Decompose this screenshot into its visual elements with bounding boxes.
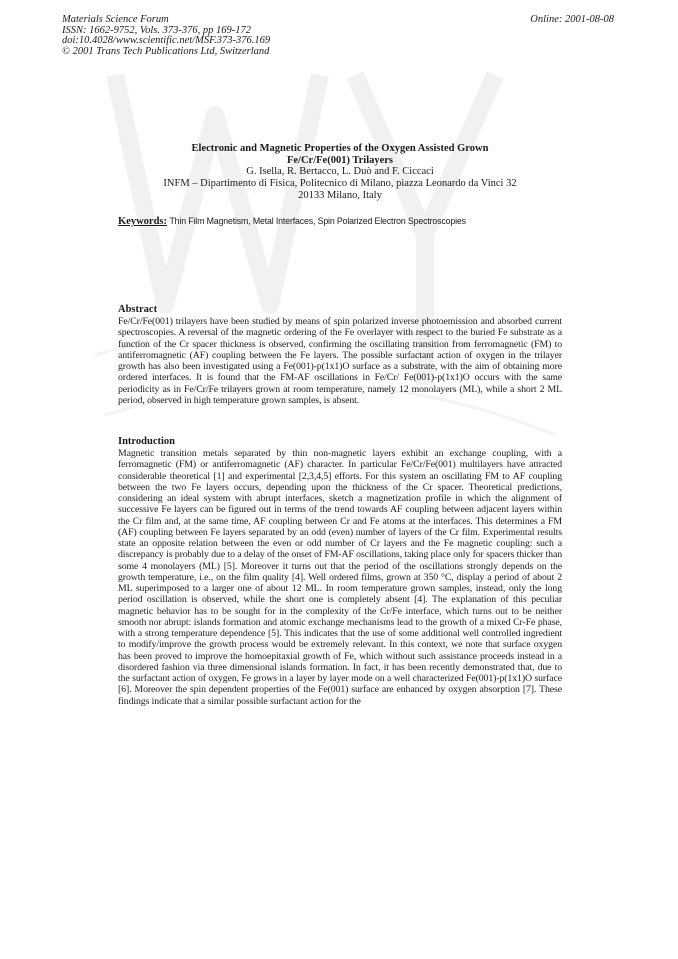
copyright-line: © 2001 Trans Tech Publications Ltd, Switzerland [62,45,270,57]
authors: G. Isella, R. Bertacco, L. Duò and F. Ciccaci [246,166,434,177]
abstract-heading: Abstract [118,304,158,315]
affiliation-line-1: INFM – Dipartimento di Fisica, Politecnico di Milano, piazza Leonardo da Vinci 32 [163,178,517,189]
affiliation-line-2: 20133 Milano, Italy [298,190,382,201]
title-line-2: Fe/Cr/Fe(001) Trilayers [286,154,394,166]
journal-header [62,15,270,57]
introduction-heading: Introduction [118,436,175,447]
keywords-label: Keywords: [118,216,167,227]
publisher-watermark [95,55,565,475]
introduction-text: Magnetic transition metals separated by thin non-magnetic layers exhibit an exchange coupling, with a ferromagnetic (FM) or antiferromagnetic (AF) character. In particular Fe/Cr/Fe(001) multilayers have attracted considerable theoretical [1] and experimental [2,3,4,5] efforts. For this system an oscillating FM to AF coupling between the two Fe layers occurs, depending upon the thickness of the Cr spacer. Theoretical predictions, considering an ideal system with abrupt interfaces, sketch a magnetization profile in which the alignment of successive Fe layers can be figured out in terms of the trend towards AF coupling between adjacent layers within the Cr film and, at the same time, AF coupling between Cr and Fe atoms at the interfaces. This determines a FM (AF) coupling between Fe layers separated by an odd (even) number of layers of the Cr film. Experimental results state an opposite relation between the even or odd number of Cr layers and the Fe magnetic coupling: such a discrepancy is probably due to a delay of the onset of FM-AF oscillations, taking place only for spacers thicker than some 4 monolayers (ML) [5]. Moreover it turns out that the period of the oscillations strongly depends on the growth temperature, i.e., on the film quality [4]. Well ordered films, grown at 350 °C, display a period of about 2 ML superimposed to a larger one of about 12 ML. In room temperature grown samples, instead, only the long period oscillation is observed, while the short one is completely absent [4]. The explanation of this peculiar magnetic behavior has to be sought for in the complexity of the Cr/Fe interface, which turns out to be neither smooth nor abrupt: islands formation and atomic exchange mechanisms lead to the growth of a mixed Cr-Fe phase, with a strong temperature dependence [5]. This indicates that the use of some additional well controlled ingredient to modify/improve the growth process would be extremely relevant. In this context, we note that surface oxygen has been proved to improve the homoepitaxial growth of Fe, which without such assistance proceeds instead in a disordered fashion via three dimensional islands formation. In fact, it has been recently demonstrated that, due to the surfactant action of oxygen, Fe grows in a layer by layer mode on a well characterized Fe(001)-p(1x1)O surface [6]. Moreover the spin dependent properties of the Fe(001) surface are enhanced by oxygen absorption [7]. These findings indicate that a similar possible surfactant action for the [118,448,562,707]
paper-title [115,143,565,166]
doi-link[interactable]: doi:10.4028/www.scientific.net/MSF.373-376.169 [62,35,271,47]
keywords-values: Thin Film Magnetism, Metal Interfaces, Spin Polarized Electron Spectroscopies [169,216,466,226]
abstract-text: Fe/Cr/Fe(001) trilayers have been studied by means of spin polarized inverse photoemission and absorbed current spectroscopies. A reversal of the magnetic ordering of the Fe overlayer with respect to the buried Fe substrate as a function of the Cr spacer thickness is observed, confirming the oscillating transition from ferromagnetic (FM) to antiferromagnetic (AF) coupling between the Fe layers. The possible surfactant action of oxygen in the trilayer growth has also been investigated using a Fe(001)-p(1x1)O surface as a substrate, with the aim of obtaining more ordered interfaces. It is found that the FM-AF oscillations in Fe/Cr/ Fe(001)-p(1x1)O occurs with the same periodicity as in Fe/Cr/Fe trilayers grown at room temperature, namely 12 monolayers (ML), while a short 2 ML period, observed in high temperature grown samples, is absent. [118,316,562,406]
online-date: Online: 2001-08-08 [530,14,614,25]
title-line-1: Electronic and Magnetic Properties of the Oxygen Assisted Grown [191,143,489,154]
journal-name: Materials Science Forum [62,14,169,25]
issn-line: ISSN: 1662-9752, Vols. 373-376, pp 169-172 [62,24,251,36]
keywords [118,216,466,227]
